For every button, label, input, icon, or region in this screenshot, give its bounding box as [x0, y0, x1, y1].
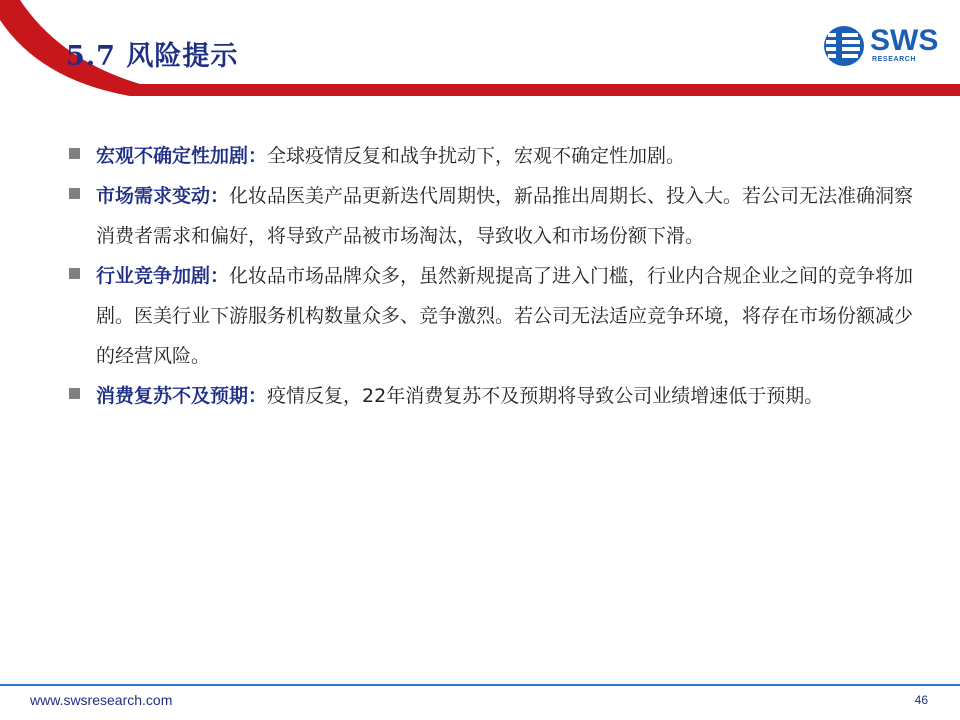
logo-wordmark: SWS [870, 24, 939, 57]
sws-globe-icon [822, 24, 866, 68]
item-body: 化妆品医美产品更新迭代周期快，新品推出周期长、投入大。若公司无法准确洞察消费者需求和偏好，将导致产品被市场淘汰，导致收入和市场份额下滑。 [96, 185, 914, 247]
item-body: 全球疫情反复和战争扰动下，宏观不确定性加剧。 [267, 145, 686, 167]
list-item [64, 176, 924, 256]
square-bullet-icon [69, 188, 80, 199]
item-body: 疫情反复，22年消费复苏不及预期将导致公司业绩增速低于预期。 [267, 385, 824, 407]
list-item-text [96, 176, 924, 256]
item-label: 宏观不确定性加剧： [96, 145, 268, 167]
square-bullet-icon [69, 268, 80, 279]
slide-header [0, 0, 960, 100]
item-body: 化妆品市场品牌众多，虽然新规提高了进入门槛，行业内合规企业之间的竞争将加剧。医美行业下游服务机构数量众多、竞争激烈。若公司无法适应竞争环境，将存在市场份额减少的经营风险。 [96, 265, 914, 367]
sws-logo [822, 24, 942, 70]
list-item [64, 256, 924, 376]
square-bullet-icon [69, 388, 80, 399]
square-bullet-icon [69, 148, 80, 159]
list-item [64, 136, 924, 176]
footer-url[interactable]: www.swsresearch.com [30, 692, 173, 708]
item-label: 行业竞争加剧： [96, 265, 230, 287]
list-item [64, 376, 924, 416]
item-label: 市场需求变动： [96, 185, 230, 207]
page-number: 46 [914, 693, 928, 707]
item-label: 消费复苏不及预期： [96, 385, 268, 407]
page-title: 5.7 风险提示 [66, 41, 239, 72]
list-item-text [96, 256, 924, 376]
logo-subtitle: RESEARCH [872, 56, 917, 63]
list-item-text [96, 376, 924, 416]
footer-divider [0, 684, 960, 686]
risk-list [64, 136, 924, 416]
list-item-text [96, 136, 924, 176]
